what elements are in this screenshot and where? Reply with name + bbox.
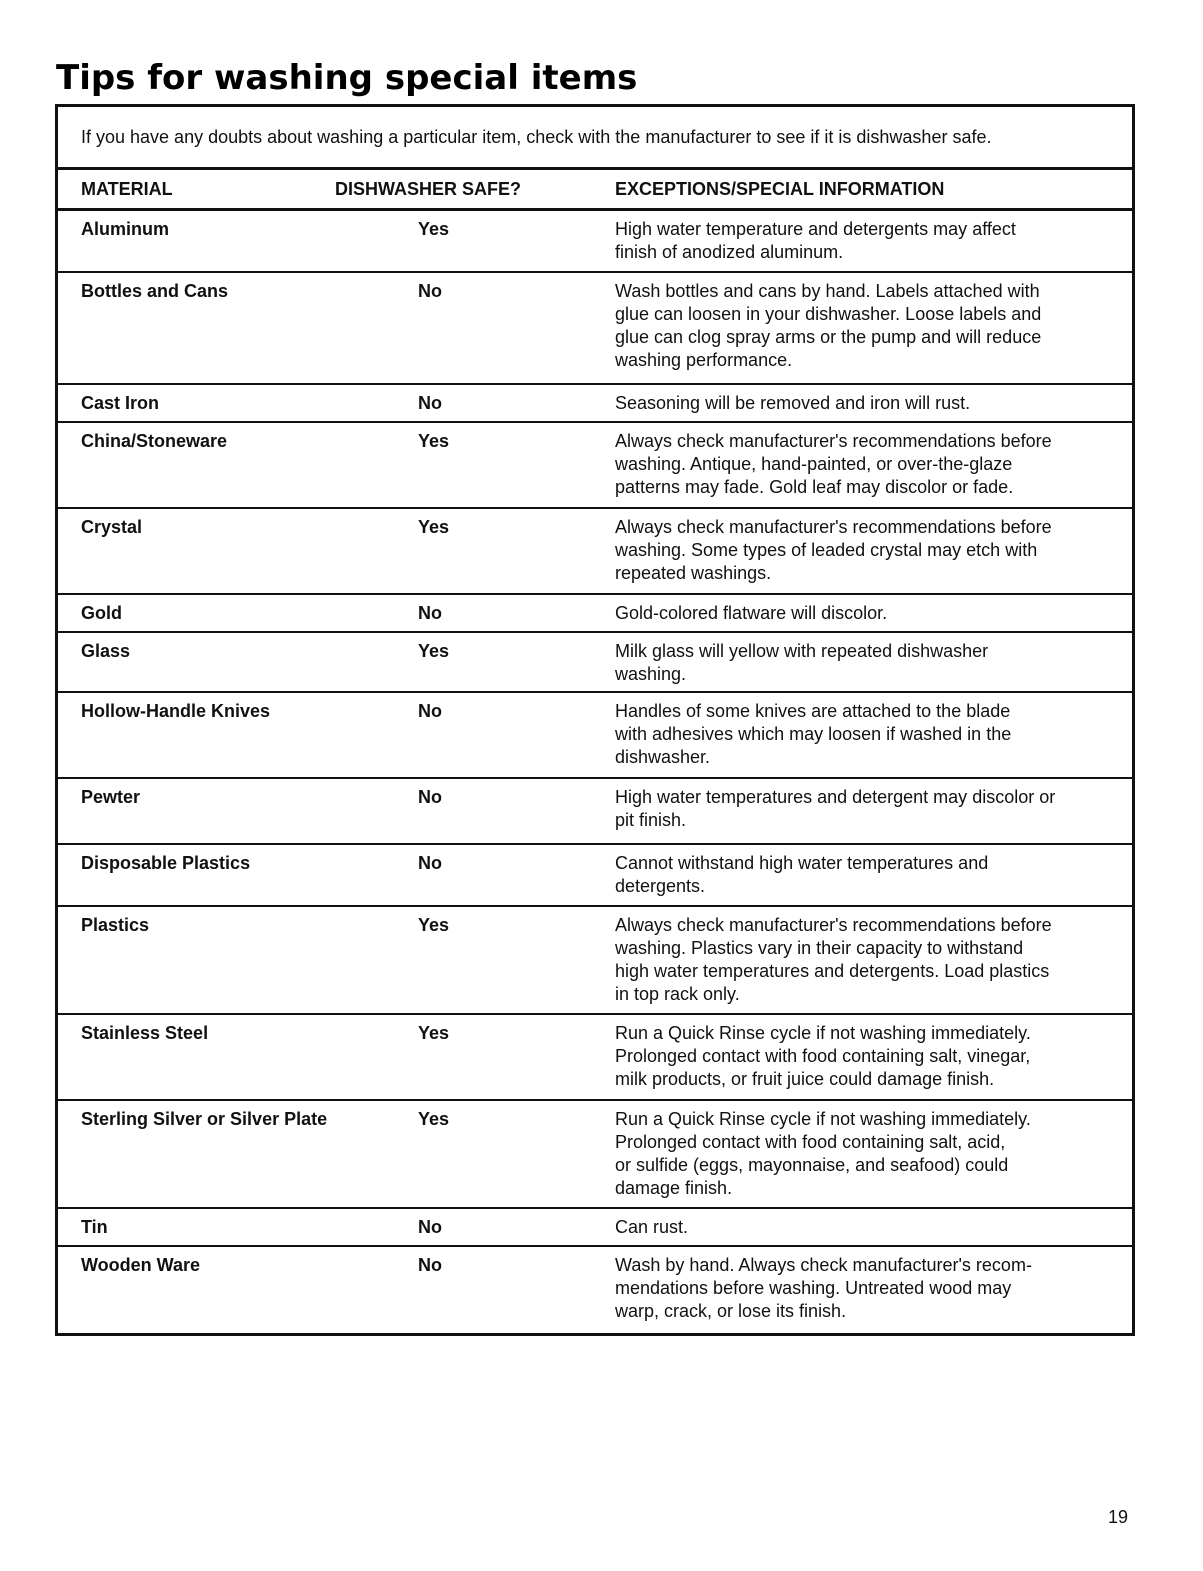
- exceptions-cell: [587, 516, 1132, 585]
- exceptions-cell: [587, 640, 1132, 686]
- exceptions-line: glue can loosen in your dishwasher. Loose labels and: [615, 304, 1042, 324]
- table-row: [58, 273, 1132, 385]
- exceptions-line: detergents.: [615, 876, 706, 896]
- exceptions-line: Always check manufacturer's recommendations before: [615, 517, 1052, 537]
- exceptions-line: Seasoning will be removed and iron will rust.: [615, 393, 971, 413]
- dishwasher-safe-cell: No: [418, 853, 442, 873]
- exceptions-cell: [587, 700, 1132, 769]
- exceptions-line: High water temperature and detergents may affect: [615, 219, 1016, 239]
- exceptions-line: with adhesives which may loosen if washed in the: [615, 724, 1012, 744]
- table-header: [58, 170, 1132, 211]
- table-row: [58, 1015, 1132, 1101]
- dishwasher-safe-cell: No: [418, 281, 442, 301]
- material-cell: Crystal: [81, 517, 143, 537]
- exceptions-cell: [587, 218, 1132, 264]
- dishwasher-safe-cell: Yes: [418, 1023, 450, 1043]
- material-cell: Tin: [81, 1217, 108, 1237]
- exceptions-line: Milk glass will yellow with repeated dishwasher: [615, 641, 989, 661]
- exceptions-line: Always check manufacturer's recommendations before: [615, 915, 1052, 935]
- material-cell: Hollow-Handle Knives: [81, 701, 271, 721]
- exceptions-line: Always check manufacturer's recommendations before: [615, 431, 1052, 451]
- page-number: 19: [1108, 1507, 1129, 1527]
- exceptions-cell: [587, 1022, 1132, 1091]
- table-row: [58, 509, 1132, 595]
- dishwasher-safe-cell: No: [418, 1255, 442, 1275]
- exceptions-line: or sulfide (eggs, mayonnaise, and seafood) could: [615, 1155, 1009, 1175]
- exceptions-line: pit finish.: [615, 810, 687, 830]
- dishwasher-safe-cell: Yes: [418, 517, 450, 537]
- exceptions-line: damage finish.: [615, 1178, 733, 1198]
- exceptions-cell: [587, 1108, 1132, 1200]
- exceptions-line: washing. Plastics vary in their capacity to withstand: [615, 938, 1024, 958]
- header-exceptions: EXCEPTIONS/SPECIAL INFORMATION: [615, 178, 945, 199]
- exceptions-line: glue can clog spray arms or the pump and will reduce: [615, 327, 1042, 347]
- table-row: [58, 423, 1132, 509]
- header-dishwasher-safe: DISHWASHER SAFE?: [335, 178, 522, 199]
- special-items-table: [55, 104, 1135, 1336]
- exceptions-line: washing. Some types of leaded crystal may etch with: [615, 540, 1038, 560]
- dishwasher-safe-cell: No: [418, 701, 442, 721]
- exceptions-line: patterns may fade. Gold leaf may discolor or fade.: [615, 477, 1014, 497]
- material-cell: Cast Iron: [81, 393, 160, 413]
- exceptions-line: Cannot withstand high water temperatures and: [615, 853, 989, 873]
- dishwasher-safe-cell: No: [418, 1217, 442, 1237]
- exceptions-cell: [587, 430, 1132, 499]
- exceptions-line: Prolonged contact with food containing salt, vinegar,: [615, 1046, 1031, 1066]
- material-cell: Wooden Ware: [81, 1255, 201, 1275]
- dishwasher-safe-cell: Yes: [418, 219, 450, 239]
- dishwasher-safe-cell: No: [418, 787, 442, 807]
- exceptions-line: mendations before washing. Untreated wood may: [615, 1278, 1012, 1298]
- table-row: [58, 845, 1132, 907]
- exceptions-line: Prolonged contact with food containing salt, acid,: [615, 1132, 1006, 1152]
- dishwasher-safe-cell: Yes: [418, 1109, 450, 1129]
- material-cell: Disposable Plastics: [81, 853, 251, 873]
- exceptions-line: Can rust.: [615, 1217, 689, 1237]
- table-row: [58, 385, 1132, 423]
- intro-text: If you have any doubts about washing a particular item, check with the manufacturer to see if it is dishwasher safe.: [58, 107, 1132, 170]
- exceptions-line: in top rack only.: [615, 984, 740, 1004]
- table-row: [58, 693, 1132, 779]
- exceptions-line: Run a Quick Rinse cycle if not washing immediately.: [615, 1109, 1031, 1129]
- exceptions-cell: [587, 392, 1132, 415]
- material-cell: Stainless Steel: [81, 1023, 209, 1043]
- dishwasher-safe-cell: Yes: [418, 641, 450, 661]
- material-cell: Glass: [81, 641, 131, 661]
- exceptions-cell: [587, 1254, 1132, 1323]
- material-cell: Gold: [81, 603, 122, 623]
- header-material: MATERIAL: [81, 178, 173, 199]
- exceptions-line: repeated washings.: [615, 563, 772, 583]
- table-row: [58, 633, 1132, 693]
- exceptions-line: Wash by hand. Always check manufacturer's recom-: [615, 1255, 1032, 1275]
- material-cell: Aluminum: [81, 219, 169, 239]
- exceptions-cell: [587, 280, 1132, 372]
- material-cell: Plastics: [81, 915, 150, 935]
- exceptions-line: washing.: [615, 664, 687, 684]
- exceptions-cell: [587, 1216, 1132, 1239]
- exceptions-cell: [587, 852, 1132, 898]
- table-row: [58, 1101, 1132, 1209]
- exceptions-line: finish of anodized aluminum.: [615, 242, 844, 262]
- exceptions-line: Run a Quick Rinse cycle if not washing immediately.: [615, 1023, 1031, 1043]
- dishwasher-safe-cell: No: [418, 393, 442, 413]
- exceptions-line: dishwasher.: [615, 747, 711, 767]
- exceptions-cell: [587, 602, 1132, 625]
- material-cell: Sterling Silver or Silver Plate: [81, 1109, 328, 1129]
- material-cell: Bottles and Cans: [81, 281, 229, 301]
- exceptions-line: washing. Antique, hand-painted, or over-the-glaze: [615, 454, 1013, 474]
- material-cell: China/Stoneware: [81, 431, 228, 451]
- table-row: [58, 1209, 1132, 1247]
- exceptions-line: high water temperatures and detergents. Load plastics: [615, 961, 1050, 981]
- table-row: [58, 1247, 1132, 1333]
- page-title: Tips for washing special items: [56, 58, 638, 98]
- exceptions-line: Gold-colored flatware will discolor.: [615, 603, 888, 623]
- dishwasher-safe-cell: No: [418, 603, 442, 623]
- dishwasher-safe-cell: Yes: [418, 431, 450, 451]
- table-row: [58, 779, 1132, 845]
- exceptions-cell: [587, 914, 1132, 1006]
- exceptions-line: milk products, or fruit juice could damage finish.: [615, 1069, 995, 1089]
- exceptions-line: Handles of some knives are attached to the blade: [615, 701, 1011, 721]
- dishwasher-safe-cell: Yes: [418, 915, 450, 935]
- exceptions-line: Wash bottles and cans by hand. Labels attached with: [615, 281, 1040, 301]
- table-row: [58, 907, 1132, 1015]
- material-cell: Pewter: [81, 787, 141, 807]
- exceptions-line: High water temperatures and detergent may discolor or: [615, 787, 1056, 807]
- exceptions-line: warp, crack, or lose its finish.: [615, 1301, 847, 1321]
- table-body: [58, 211, 1132, 1333]
- table-row: [58, 595, 1132, 633]
- exceptions-cell: [587, 786, 1132, 832]
- exceptions-line: washing performance.: [615, 350, 793, 370]
- table-row: [58, 211, 1132, 273]
